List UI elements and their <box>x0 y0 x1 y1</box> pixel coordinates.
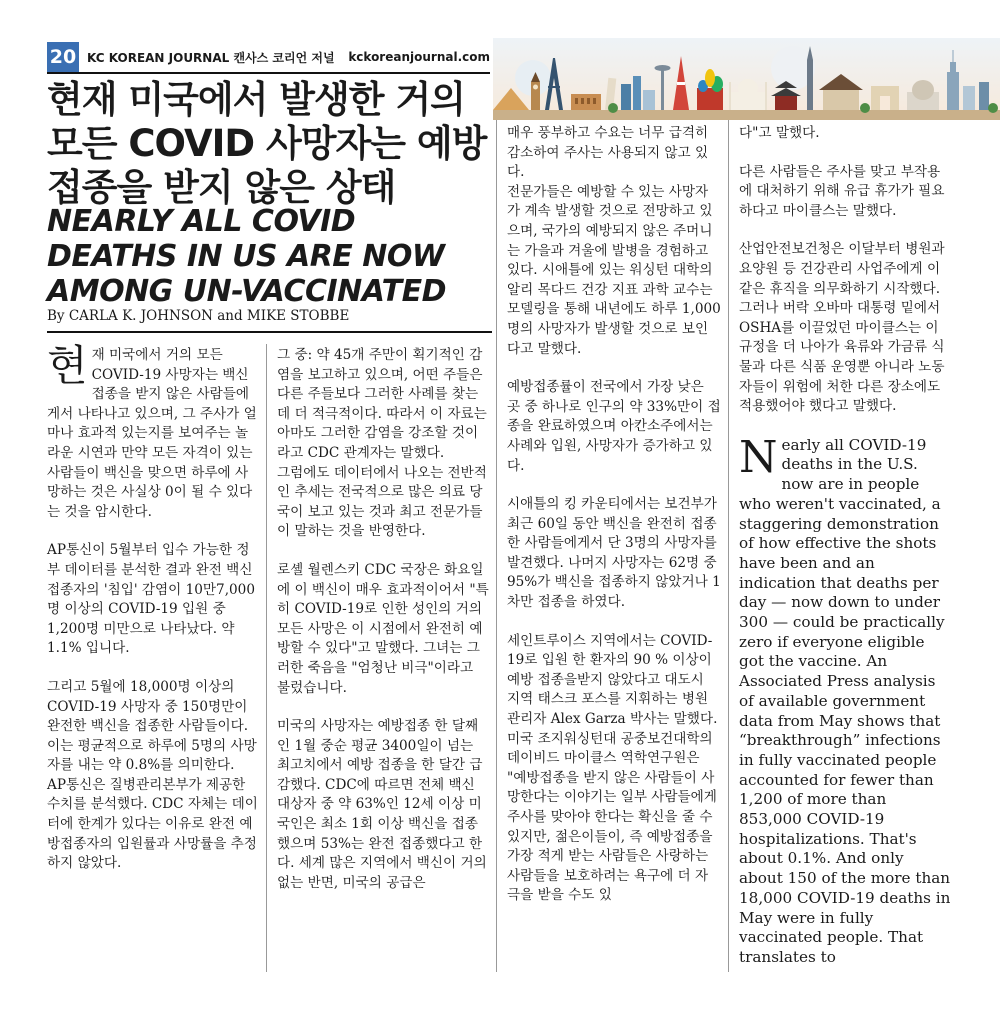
article-column-1 <box>47 341 261 893</box>
publication-url[interactable]: kckoreanjournal.com <box>348 50 490 64</box>
drop-cap: 현 <box>47 341 88 390</box>
paragraph <box>47 341 261 522</box>
paragraph: AP통신은 질병관리본부가 제공한 수치를 분석했다. CDC 자체는 데이터에 한계가 있다는 이유로 완전 예방접종자의 입원률과 사망률을 추정하지 않았다. <box>47 776 258 872</box>
paragraph: 세인트루이스 지역에서는 COVID-19로 입원 한 환자의 90 % 이상이 예방 접종을받지 않았다고 대도시 지역 태스크 포스를 지휘하는 병원 관리자 Alex Garza 박사는 말했다. <box>507 632 718 728</box>
paragraph: 그리고 5월에 18,000명 이상의 COVID-19 사망자 중 150명만이 완전한 백신을 접종한 사람들이다. 이는 평균적으로 하루에 5명의 사망자를 내는 약 0.8%를 의미한다. <box>47 678 257 774</box>
paragraph: 매우 풍부하고 수요는 너무 급격히 감소하여 주사는 사용되지 않고 있다. <box>507 125 709 181</box>
column-divider <box>266 344 267 972</box>
page-header <box>47 42 490 74</box>
paragraph: 그럼에도 데이터에서 나오는 전반적인 추세는 전국적으로 많은 의료 당국이 보고 있는 것과 최고 전문가들이 말하는 것을 반영한다. <box>277 464 487 540</box>
paragraph: 전문가들은 예방할 수 있는 사망자가 계속 발생할 것으로 전망하고 있으며, 국가의 예방되지 않은 주머니는 가을과 겨울에 발병을 경험하고 있다. 시애틀에 있는 워싱턴 대학의 알리 목다드 건강 지표 과학 교수는 모델링을 통해 내년에도 하루 1,000명의 사망자가 발생할 것으로 보인다고 말했다. <box>507 183 721 357</box>
publication-name: KC KOREAN JOURNAL 캔사스 코리언 저널 <box>87 50 335 65</box>
byline: By CARLA K. JOHNSON and MIKE STOBBE <box>47 308 350 324</box>
paragraph: 그 중: 약 45개 주만이 획기적인 감염을 보고하고 있으며, 어떤 주들은 다른 주들보다 그러한 사례를 찾는 데 더 적극적이다. 따라서 이 자료는 아마도 그러한 감염을 강조할 것이라고 CDC 관계자는 말했다. <box>277 347 487 461</box>
paragraph-text: early all COVID-19 deaths in the U.S. now are in people who weren't vaccinated, a staggering demonstration of how effective the shots have been and an indication that deaths per day — now down to under 300 — could be practically zero if everyone eligible got the vaccine. An Associated Press analysis of available government data from May shows that “breakthrough” infections in fully vaccinated people accounted for fewer than 1,200 of more than 853,000 COVID-19 hospitalizations. That's about 0.1%. And only about 150 of the more than 18,000 COVID-19 deaths in May were in fully vaccinated people. That translates to <box>739 435 951 966</box>
headline-korean: 현재 미국에서 발생한 거의 모든 COVID 사망자는 예방 접종을 받지 않은 상태 <box>47 78 487 209</box>
page-number: 20 <box>47 42 79 72</box>
article-column-4 <box>739 124 951 987</box>
paragraph: 예방접종률이 전국에서 가장 낮은 곳 중 하나로 인구의 약 33%만이 접종을 완료하였으며 아칸소주에서는 사례와 입원, 사망자가 증가하고 있다. <box>507 379 721 474</box>
article-column-2 <box>277 346 489 912</box>
column-divider <box>496 120 497 972</box>
paragraph: 미국 조지워싱턴대 공중보건대학의 데이비드 마이클스 역학연구원은 "예방접종을 받지 않은 사람들이 사망한다는 이야기는 일부 사람들에게 주사를 맞아야 한다는 확신을 줄 수 있지만, 젊은이들이, 즉 예방접종을 가장 적게 받는 사람들은 사랑하는 사람들을 보호하려는 욕구에 더 자극을 받을 수도 있 <box>507 730 717 904</box>
paragraph: 다"고 말했다. <box>739 125 820 141</box>
paragraph: 산업안전보건청은 이달부터 병원과 요양원 등 건강관리 사업주에게 이 같은 휴직을 의무화하기 시작했다. 그러나 버락 오바마 대통령 밑에서 OSHA를 이끌었던 마이클스는 이 규정을 더 나아가 육류와 가금류 식물과 다른 식품 운영뿐 아니라 노동자들이 위험에 처한 다른 장소에도 적용했어야 했다고 말했다. <box>739 241 945 415</box>
column-divider <box>728 120 729 972</box>
paragraph: AP통신이 5월부터 입수 가능한 정부 데이터를 분석한 결과 완전 백신 접종자의 '침입' 감염이 10만7,000명 이상의 COVID-19 입원 중 1,200명 미만으로 나타났다. 약 1.1% 입니다. <box>47 542 255 657</box>
paragraph-text: 재 미국에서 거의 모든 COVID-19 사망자는 백신 접종을 받지 않은 사람들에게서 나타나고 있으며, 그 주사가 얼마나 효과적 있는지를 보여주는 놀라운 시연과 만약 모든 자격이 있는 사람들이 백신을 맞으면 하루에 사망하는 것은 사실상 0이 될 수 있다는 것을 암시한다. <box>47 347 257 520</box>
article-column-3 <box>507 124 721 925</box>
headline-english: NEARLY ALL COVID DEATHS IN US ARE NOW AMONG UN-VACCINATED <box>47 204 446 309</box>
paragraph: 다른 사람들은 주사를 맞고 부작용에 대처하기 위해 유급 휴가가 필요하다고 마이클스는 말했다. <box>739 163 945 219</box>
byline-divider <box>47 331 492 333</box>
paragraph: 로셸 월렌스키 CDC 국장은 화요일에 이 백신이 매우 효과적이어서 "특히 COVID-19로 인한 성인의 거의 모든 사망은 이 시점에서 완전히 예방할 수 있다"고 말했다. 그녀는 그러한 죽음을 "엄청난 비극"이라고 불렀습니다. <box>277 561 489 696</box>
drop-cap: N <box>739 431 778 483</box>
world-landmarks-banner <box>493 38 1000 120</box>
paragraph: 시애틀의 킹 카운티에서는 보건부가 최근 60일 동안 백신을 완전히 접종한 사람들에게서 단 3명의 사망자를 발견했다. 나머지 사망자는 62명 중 95%가 백신을 접종하지 않았거나 1차만 접종을 하였다. <box>507 496 721 611</box>
english-paragraph <box>739 431 951 968</box>
skyline-illustration <box>493 38 1000 120</box>
paragraph: 미국의 사망자는 예방접종 한 달째인 1월 중순 평균 3400일이 넘는 최고치에서 예방 접종을 한 달간 급감했다. CDC에 따르면 전체 백신 대상자 중 약 63%인 12세 이상 미국인은 최소 1회 이상 백신을 접종했으며 53%는 완전 접종했다고 한다. 세계 많은 지역에서 백신이 거의 없는 반면, 미국의 공급은 <box>277 718 487 891</box>
